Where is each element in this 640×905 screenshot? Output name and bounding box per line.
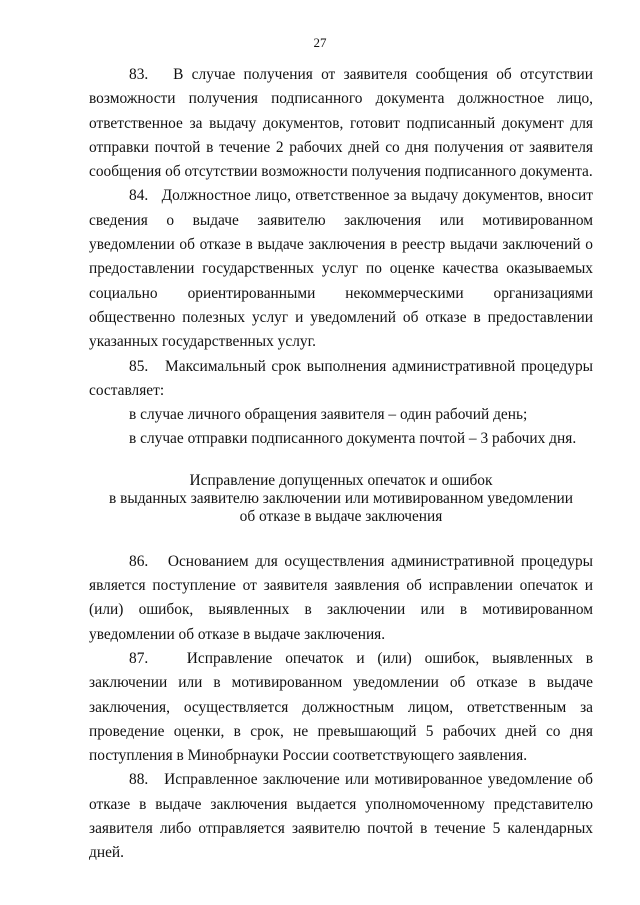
- section-heading-line: об отказе в выдаче заключения: [239, 507, 443, 525]
- paragraph-85: [89, 355, 593, 404]
- paragraph-number: 83.: [129, 66, 149, 83]
- paragraph-number: 85.: [129, 357, 149, 375]
- page-number: 27: [313, 35, 327, 50]
- paragraph-text: Исправленное заключение или мотивированное уведомление об отказе в выдаче заключения выдается уполномоченному представителю заявителя либо отправляется заявителю почтой в течение 5 календарных дней.: [89, 771, 593, 862]
- section-heading-line: Исправление допущенных опечаток и ошибок: [189, 471, 493, 489]
- paragraph-text: Исправление опечаток и (или) ошибок, выявленных в заключении или в мотивированном уведомлении об отказе в выдаче заключения, осуществляется должностным лицом, ответственным за проведение оценки, в срок, не превышающий 5 рабочих дней со дня поступления в Минобрнауки России соответствующего заявления.: [89, 649, 594, 765]
- paragraph-number: 87.: [129, 649, 149, 667]
- paragraph-84: [89, 184, 593, 354]
- subitem-personal: в случае личного обращения заявителя – один рабочий день;: [129, 406, 528, 424]
- paragraph-number: 88.: [129, 771, 149, 789]
- paragraph-86: [89, 550, 593, 647]
- paragraph-number: 84.: [129, 187, 149, 205]
- document-body: [89, 63, 593, 866]
- subitem-mail: в случае отправки подписанного документа почтой – 3 рабочих дня.: [129, 430, 577, 448]
- paragraph-87: [89, 647, 593, 768]
- paragraph-text: Должностное лицо, ответственное за выдачу документов, вносит сведения о выдаче заявителю заключения или мотивированном уведомлении об отказе в выдаче заключения в реестр выдачи заключений о предоставлении государственных услуг по оценке качества оказываемых социально ориентированными некоммерческими организациями общественно полезных услуг и уведомлений об отказе в предоставлении указанных государственных услуг.: [89, 187, 594, 351]
- paragraph-text: Основанием для осуществления административной процедуры является поступление от заявителя заявления об исправлении опечаток и (или) ошибок, выявленных в заключении или в мотивированном уведомлении об отказе в выдаче заключения.: [89, 552, 593, 643]
- paragraph-83: [89, 63, 593, 184]
- paragraph-text: Максимальный срок выполнения административной процедуры составляет:: [89, 357, 593, 399]
- paragraph-number: 86.: [129, 552, 149, 570]
- section-heading: [89, 472, 593, 526]
- paragraph-text: В случае получения от заявителя сообщения об отсутствии возможности получения подписанного документа должностное лицо, ответственное за выдачу документов, готовит подписанный документ для отправки почтой в течение 2 рабочих дней со дня получения от заявителя сообщения об отсутствии возможности получения подписанного документа.: [89, 66, 593, 181]
- section-heading-line: в выданных заявителю заключении или мотивированном уведомлении: [108, 489, 574, 507]
- paragraph-88: [89, 768, 593, 865]
